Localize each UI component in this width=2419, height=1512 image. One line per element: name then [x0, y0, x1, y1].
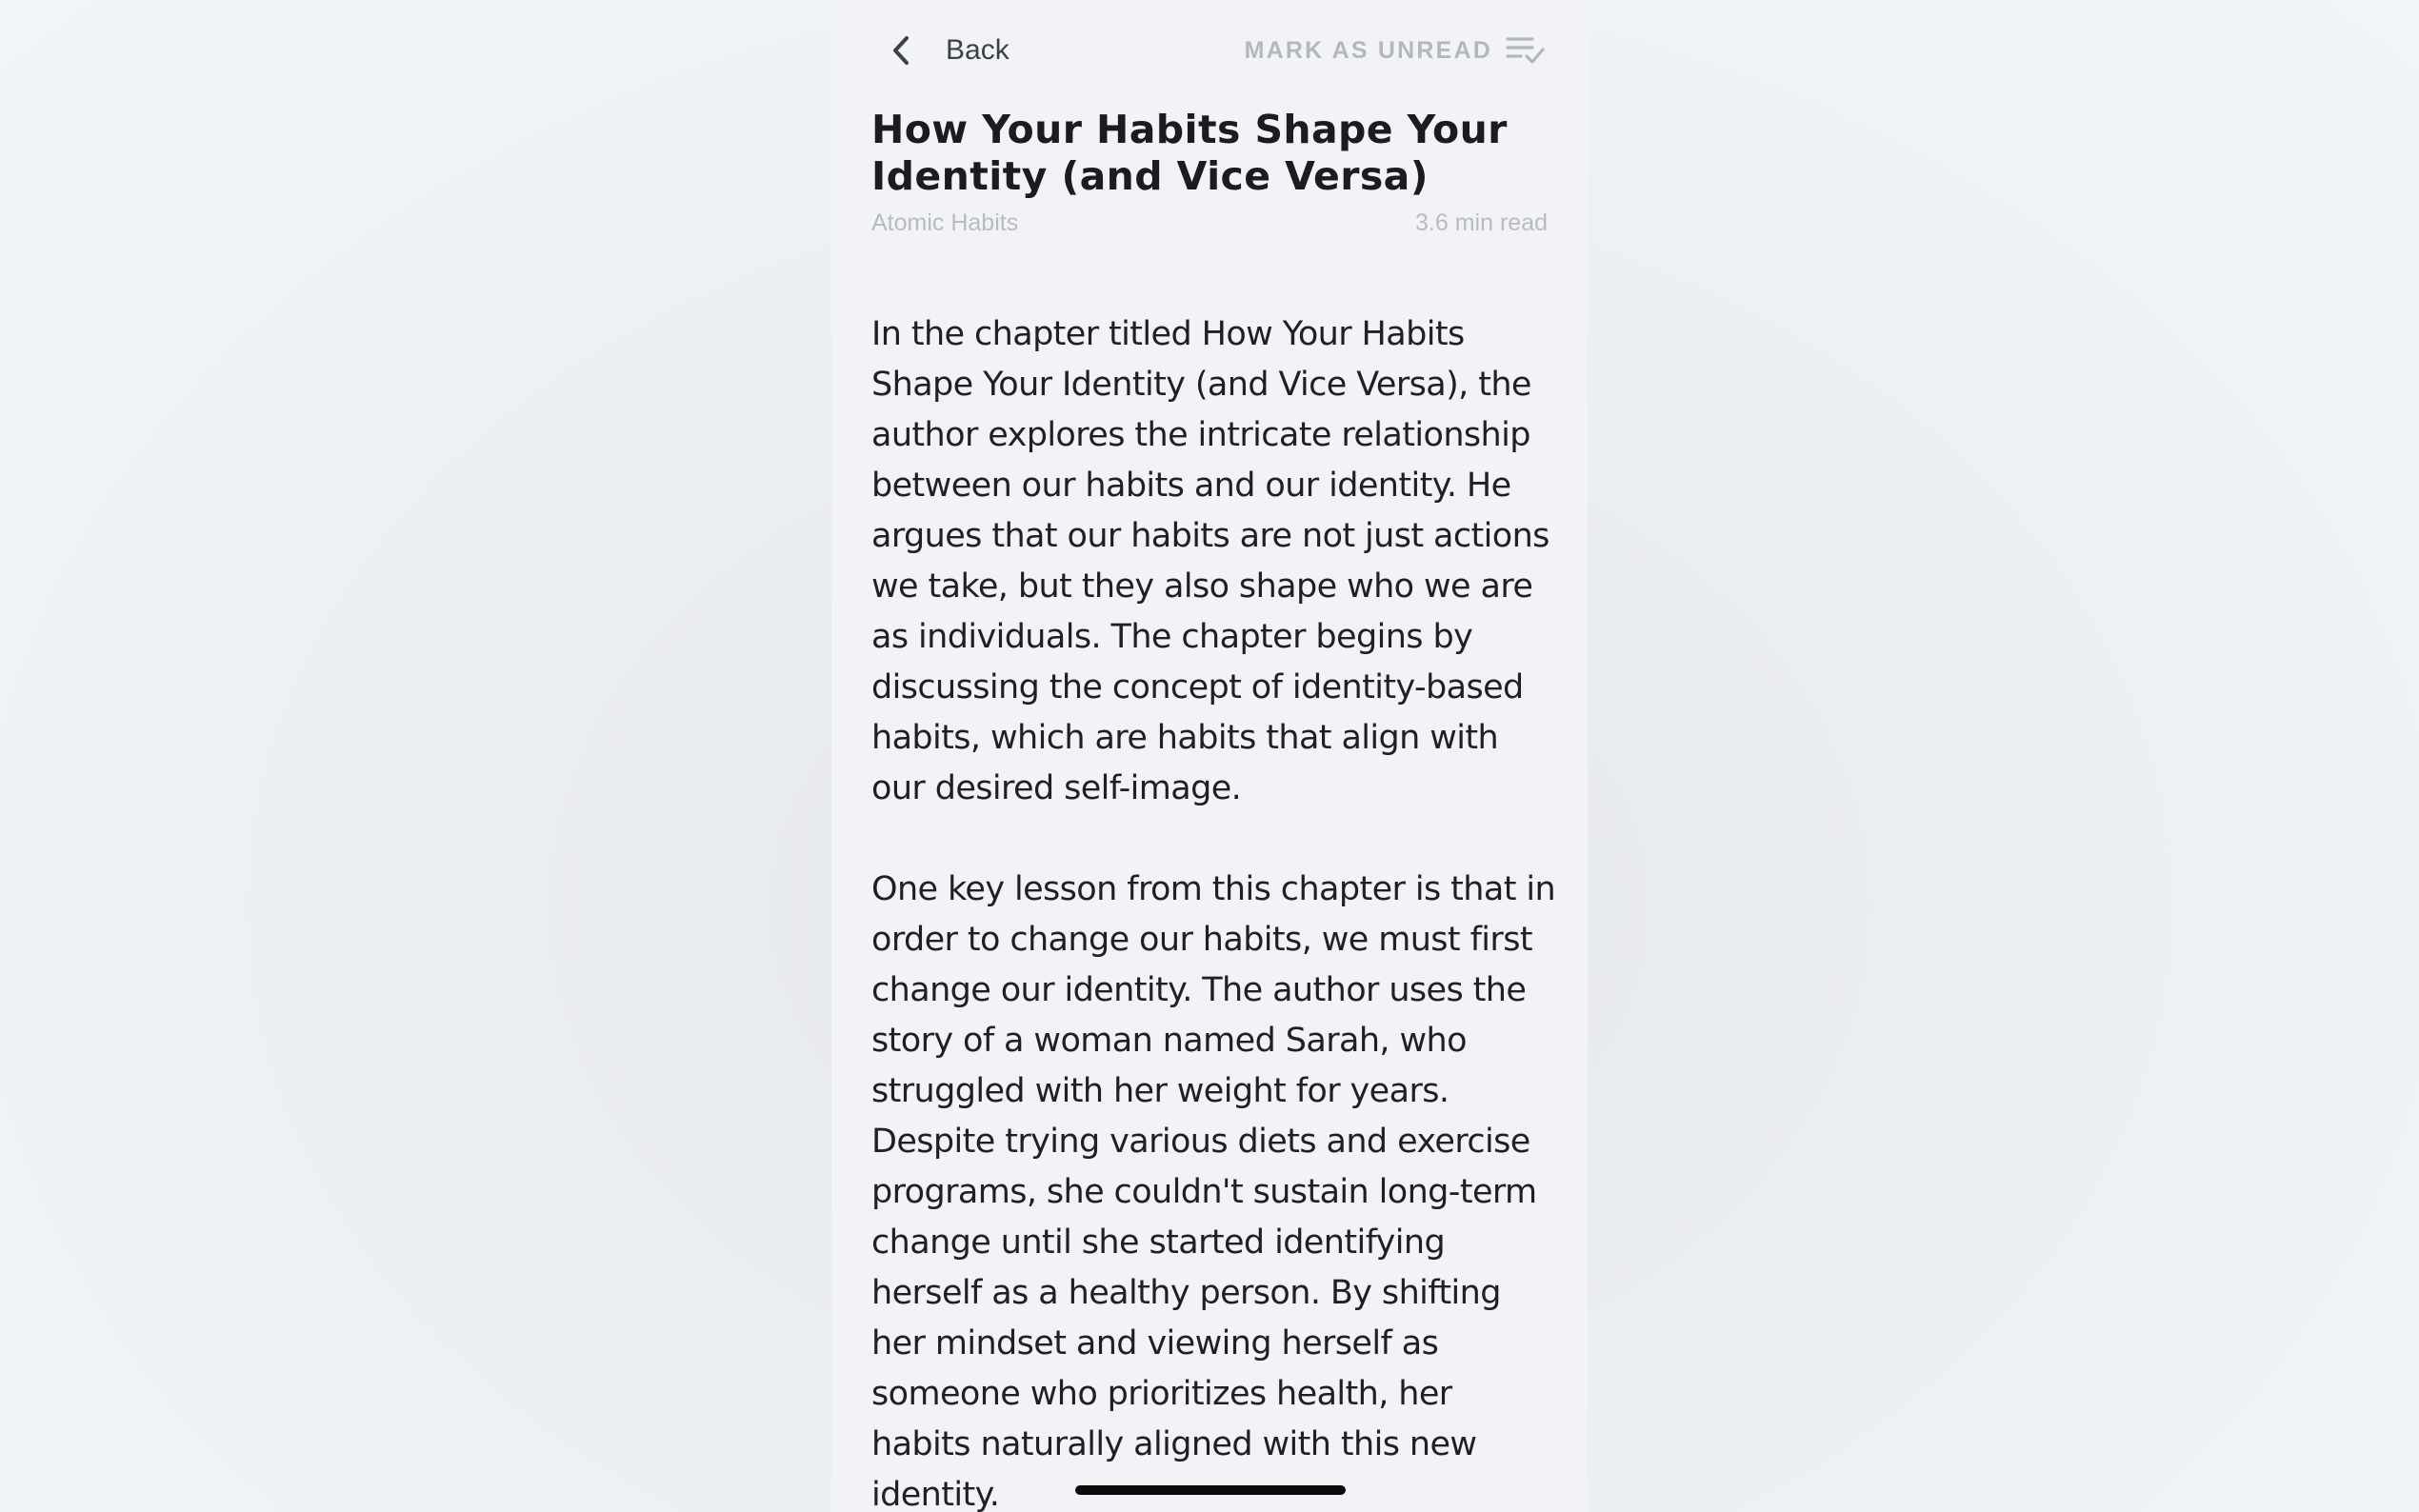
mark-as-unread-label: MARK AS UNREAD — [1244, 36, 1492, 64]
back-label: Back — [946, 34, 1010, 66]
list-check-icon — [1506, 34, 1546, 67]
book-title: Atomic Habits — [871, 209, 1019, 236]
read-time: 3.6 min read — [1415, 209, 1548, 236]
article-meta — [871, 209, 1548, 237]
top-bar — [831, 0, 1588, 101]
paragraph: In the chapter titled How Your Habits Shape Your Identity (and Vice Versa), the author explores the intricate relationship between our habits and our identity. He argues that our habits are not just actions we take, but they also shape who we are as individuals. The chapter begins by discussing the concept of identity-based habits, which are habits that align with our desired self-image. — [871, 315, 1549, 807]
mark-as-unread-button[interactable] — [1245, 27, 1546, 74]
article-body — [871, 309, 1559, 1512]
article-title: How Your Habits Shape Your Identity (and Vice Versa) — [871, 107, 1508, 199]
chevron-left-icon — [883, 31, 921, 70]
reader-screen — [831, 0, 1588, 1512]
paragraph: One key lesson from this chapter is that in order to change our habits, we must first change our identity. The author uses the story of a woman named Sarah, who struggled with her weight for years. Despite trying various diets and exercise programs, she couldn't sustain long-term change until she started identifying herself as a healthy person. By shifting her mindset and viewing herself as someone who prioritizes health, her habits naturally aligned with this new identity. — [871, 870, 1556, 1512]
home-indicator[interactable] — [1075, 1485, 1346, 1495]
back-button[interactable] — [883, 21, 1010, 80]
